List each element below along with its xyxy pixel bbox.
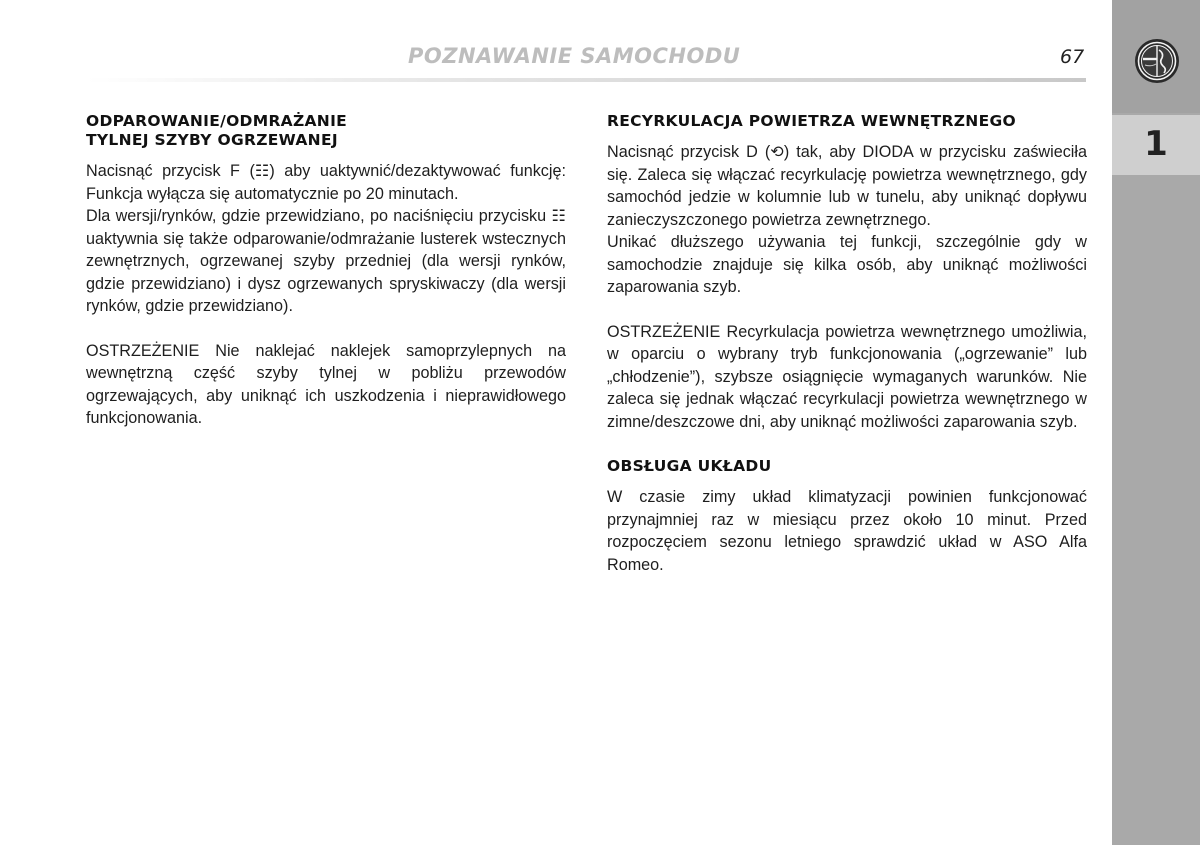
chapter-sidebar [1112,0,1200,845]
paragraph-maintenance: W czasie zimy układ klimatyzacji powinien funkcjonować przynajmniej raz w miesiącu przez około 10 minut. Przed rozpoczęciem sezonu letniego sprawdzić układ w ASO Alfa Romeo. [607,488,1087,574]
left-column [86,112,566,430]
chapter-number: 1 [1144,124,1168,164]
chapter-tab[interactable] [1112,115,1200,175]
section-heading-rear-defrost [86,112,566,150]
paragraph-rear-defrost-2: Dla wersji/rynków, gdzie przewidziano, po naciśnięciu przycisku ☷ uaktywnia się także odparowanie/odmrażanie lusterek wstecznych zewnętrznych, ogrzewanej szyby przedniej (dla wersji rynków, gdzie przewidziano) i dysz ogrzewanych spryskiwaczy (dla wersji rynków, gdzie przewidziano). [86,207,566,315]
page-header-title: POZNAWANIE SAMOCHODU [408,44,741,68]
warning-recirculation: OSTRZEŻENIE Recyrkulacja powietrza wewnętrznego umożliwia, w oparciu o wybrany tryb funkcjonowania („ogrzewanie” lub „chłodzenie”), szybsze osiągnięcie wymaganych warunków. Nie zaleca się jednak włączać recyrkulacji powietrza wewnętrznego w zimne/deszczowe dni, aby uniknąć możliwości zaparowania szyb. [607,322,1087,431]
heading-line-2: TYLNEJ SZYBY OGRZEWANEJ [86,131,338,149]
right-column [607,112,1087,576]
alfa-romeo-logo-icon [1134,38,1180,84]
header-divider [86,78,1086,82]
heading-line-1: ODPAROWANIE/ODMRAŻANIE [86,112,348,130]
paragraph-recirculation-1: Nacisnąć przycisk D (⟲) tak, aby DIODA w przycisku zaświeciła się. Zaleca się włączać recyrkulację powietrza wewnętrznego, gdy samochód jedzie w kolumnie lub w tunelu, aby uniknąć dopływu zanieczyszczonego powietrza zewnętrznego. [607,143,1087,229]
paragraph-rear-defrost-1: Nacisnąć przycisk F (☷) aby uaktywnić/dezaktywować funkcję: Funkcja wyłącza się automatycznie po 20 minutach. [86,162,566,203]
section-heading-recirculation: RECYRKULACJA POWIETRZA WEWNĘTRZNEGO [607,112,1016,130]
warning-rear-defrost: OSTRZEŻENIE Nie naklejać naklejek samoprzylepnych na wewnętrzną część szyby tylnej w pobliżu przewodów ogrzewających, aby uniknąć ich uszkodzenia i nieprawidłowego funkcjonowania. [86,341,566,427]
page-number: 67 [1060,46,1085,68]
section-heading-maintenance: OBSŁUGA UKŁADU [607,457,772,475]
paragraph-recirculation-2: Unikać dłuższego używania tej funkcji, szczególnie gdy w samochodzie znajduje się kilka osób, aby uniknąć możliwości zaparowania szyb. [607,233,1087,296]
